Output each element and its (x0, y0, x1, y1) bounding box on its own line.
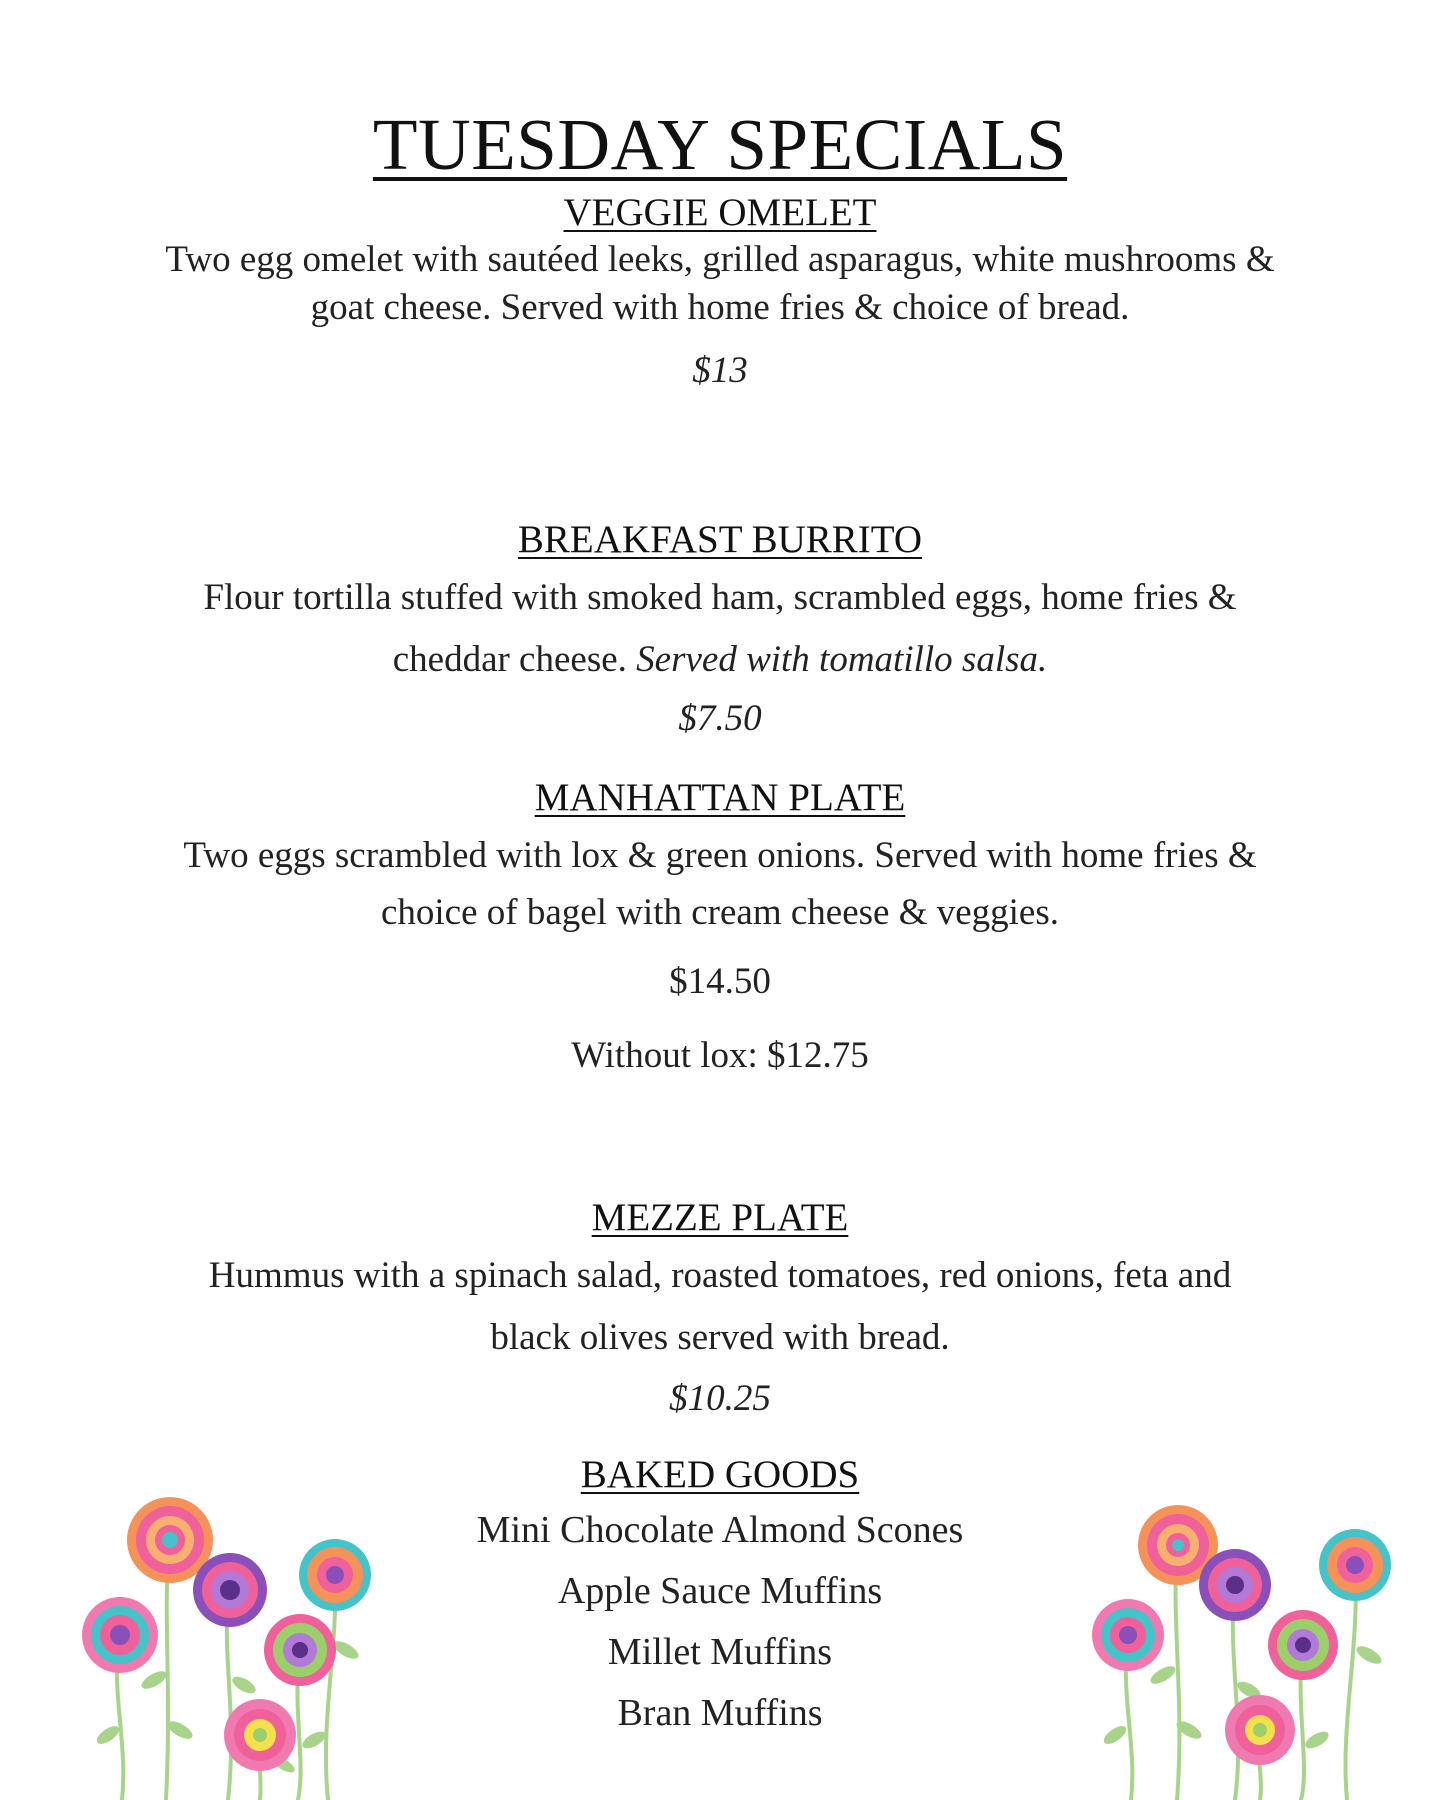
item-heading: MEZZE PLATE (591, 1196, 849, 1239)
item-price: $10.25 (669, 1378, 771, 1419)
baked-goods-item: Bran Muffins (617, 1692, 823, 1734)
baked-goods-item: Mini Chocolate Almond Scones (476, 1509, 964, 1551)
menu-item-veggie-omelet (0, 190, 1440, 395)
item-description-line (0, 629, 1440, 691)
menu-item-mezze-plate (0, 1195, 1440, 1429)
item-description-line: Two egg omelet with sautéed leeks, grilled asparagus, white mushrooms & (165, 239, 1275, 280)
flower-cluster-icon (1085, 1505, 1425, 1800)
item-description-line: Flour tortilla stuffed with smoked ham, scrambled eggs, home fries & (203, 577, 1237, 618)
item-description-line: Two eggs scrambled with lox & green onions. Served with home fries & (183, 835, 1257, 876)
item-price: $7.50 (678, 698, 762, 739)
menu-item-manhattan-plate (0, 775, 1440, 1093)
item-description-text: cheddar cheese. (392, 639, 627, 680)
menu-item-breakfast-burrito (0, 517, 1440, 747)
item-description-line: Hummus with a spinach salad, roasted tomatoes, red onions, feta and (208, 1255, 1232, 1296)
flower-cluster-icon (70, 1480, 410, 1800)
page-title: TUESDAY SPECIALS (372, 104, 1068, 185)
item-description-line: black olives served with bread. (490, 1317, 950, 1358)
item-heading: BREAKFAST BURRITO (517, 518, 923, 561)
section-heading: BAKED GOODS (580, 1453, 860, 1496)
baked-goods-item: Apple Sauce Muffins (557, 1570, 883, 1612)
item-heading: VEGGIE OMELET (563, 191, 877, 234)
item-price: $13 (692, 350, 748, 391)
baked-goods-item: Millet Muffins (607, 1631, 833, 1673)
item-serving-note: Served with tomatillo salsa. (636, 639, 1048, 680)
item-heading: MANHATTAN PLATE (534, 776, 906, 819)
item-description-line: goat cheese. Served with home fries & choice of bread. (310, 287, 1130, 328)
item-alt-price: Without lox: $12.75 (571, 1035, 869, 1076)
item-description-line: choice of bagel with cream cheese & veggies. (380, 892, 1060, 933)
item-price: $14.50 (669, 961, 771, 1002)
